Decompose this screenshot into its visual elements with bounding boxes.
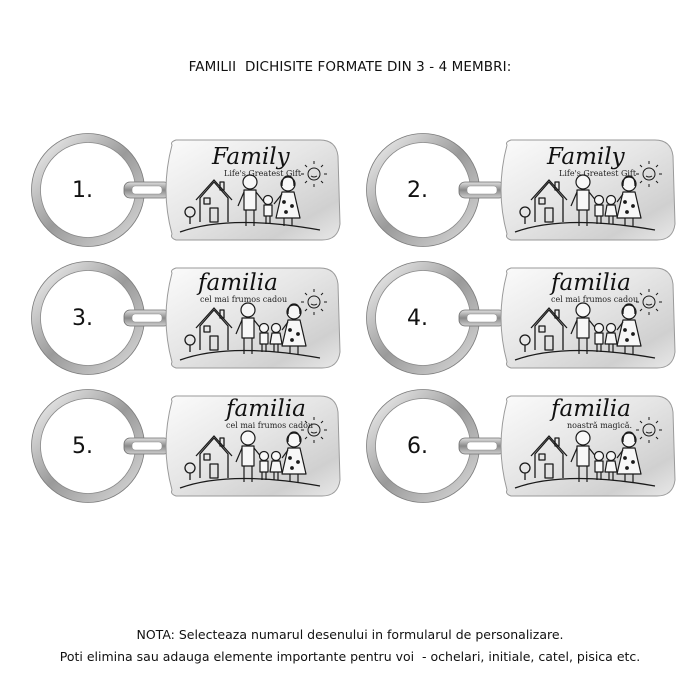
keychain-5: [20, 386, 350, 506]
tag-subtitle: cel mai frumos cadou: [226, 421, 314, 430]
note-line-2: Poti elimina sau adauga elemente importante pentru voi - ochelari, initiale, catel, pisica etc.: [59, 649, 641, 664]
design-number: 2.: [407, 178, 428, 203]
design-number: 4.: [407, 306, 428, 331]
tag-title: Family: [212, 144, 290, 170]
page-title: FAMILII DICHISITE FORMATE DIN 3 - 4 MEMBRI:: [188, 59, 512, 75]
design-number: 1.: [72, 178, 93, 203]
design-number: 5.: [72, 434, 93, 459]
keychain-2-illustration: [355, 130, 685, 250]
keychain-1-illustration: [20, 130, 350, 250]
design-number: 3.: [72, 306, 93, 331]
keychain-2: [355, 130, 685, 250]
keychain-3: [20, 258, 350, 378]
tag-title: Family: [547, 144, 625, 170]
keychain-4: [355, 258, 685, 378]
tag-subtitle: cel mai frumos cadou: [200, 295, 288, 304]
tag-title: familia: [551, 396, 631, 422]
tag-title: familia: [226, 396, 306, 422]
keychain-4-illustration: [355, 258, 685, 378]
tag-title: familia: [551, 270, 631, 296]
tag-subtitle: noastră magică.: [567, 421, 633, 430]
note-line-1: NOTA: Selecteaza numarul desenului in formularul de personalizare.: [136, 627, 564, 642]
tag-subtitle: Life's Greatest Gift: [559, 169, 637, 178]
keychain-1: [20, 130, 350, 250]
keychain-3-illustration: [20, 258, 350, 378]
tag-subtitle: Life's Greatest Gift: [224, 169, 302, 178]
keychain-6-illustration: [355, 386, 685, 506]
keychain-6: [355, 386, 685, 506]
tag-subtitle: cel mai frumos cadou: [551, 295, 639, 304]
tag-title: familia: [198, 270, 278, 296]
design-number: 6.: [407, 434, 428, 459]
